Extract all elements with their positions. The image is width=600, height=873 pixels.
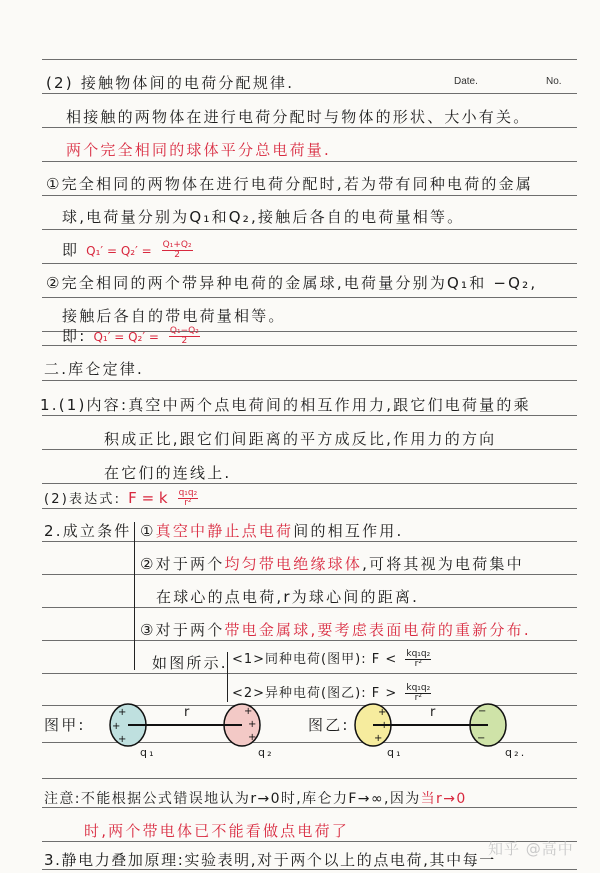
svg-text:+: + [248,719,257,730]
ruled-line [42,541,577,542]
text-line: 在它们的连线上. [104,464,232,482]
ruled-line [42,449,577,450]
fraction [162,241,193,260]
ruled-line [42,640,577,641]
text-line [140,555,524,573]
ruled-line [42,607,577,608]
svg-text:+: + [380,720,389,731]
text-line: ②完全相同的两个带异种电荷的金属球,电荷量分别为Q₁和 −Q₂, [46,274,538,292]
formula-prefix: 即: [62,327,87,345]
spheres-diagram [0,700,600,780]
formula-prefix: 即 [62,241,80,259]
ruled-line [42,59,577,60]
text-line: 接触后各自的带电荷量相等。 [62,307,286,325]
case-line [232,650,431,669]
watermark: 知乎 @高中 [488,840,574,858]
highlight-text: 带电金属球,要考虑表面电荷的重新分布. [224,621,531,639]
svg-text:+: + [378,707,387,718]
denominator: 2 [174,250,180,260]
ruled-line [42,93,577,94]
note-text: 注意:不能根据公式错误地认为r→0时,库仑力F→∞,因为 [44,791,421,807]
numerator: q₁q₂ [178,488,198,498]
formula: F = k [128,489,168,507]
numerator: kq₁q₂ [406,683,431,693]
distance-label: r [184,705,192,720]
note-line [44,790,467,808]
ruled-line [42,229,577,230]
svg-text:+: + [244,706,253,717]
text: ,可将其视为电荷集中 [362,555,524,573]
highlight-text: 均匀带电绝缘球体 [224,555,363,573]
section-title: (2) 接触物体间的电荷分配规律. [46,74,295,92]
denominator: r² [414,659,422,669]
q2-label: q₂ [258,746,274,759]
item-number: ① [140,522,156,540]
section-heading: 二.库仑定律. [44,360,144,378]
case-text: <2>异种电荷(图乙): F > [232,686,398,701]
svg-text:−: − [477,733,486,744]
svg-text:−: − [475,720,484,731]
ruled-line [42,869,577,870]
numerator: Q₁+Q₂ [162,240,192,250]
formula-prefix: (2)表达式: [44,492,122,507]
text-line [140,621,531,639]
highlight-line: 两个完全相同的球体平分总电荷量. [66,141,331,159]
text-line: 3.静电力叠加原理:实验表明,对于两个以上的点电荷,其中每一 [44,851,496,869]
formula-line [44,489,198,509]
ruled-line [42,161,577,162]
ruled-line [42,380,577,381]
ruled-line [42,263,577,264]
svg-text:−: − [478,706,487,717]
bracket-line [134,522,135,670]
highlight-text: 真空中静止点电荷 [155,522,294,540]
text: ③对于两个 [140,621,225,639]
no-label: No. [546,76,562,87]
text-line: 1.(1)内容:真空中两个点电荷间的相互作用力,跟它们电荷量的乘 [40,396,531,414]
ruled-line [42,483,577,484]
denominator: r² [184,498,192,508]
numerator: Q₁−Q₂ [169,326,199,336]
denominator: 2 [181,336,188,346]
numerator: kq₁q₂ [406,649,431,659]
formula-line [62,241,193,260]
ruled-line [42,127,577,128]
text-line: ①完全相同的两物体在进行电荷分配时,若为带有同种电荷的金属 [46,175,534,193]
conditions-label: 2.成立条件 [44,522,132,540]
svg-text:+: + [248,732,257,743]
svg-text:+: + [112,721,121,732]
text-line: 相接触的两物体在进行电荷分配时与物体的形状、大小有关。 [66,108,531,126]
fig-b-label: 图乙: [308,716,350,734]
text-line: 在球心的点电荷,r为球心间的距离. [156,588,420,606]
text-line [140,522,403,540]
formula-line [62,327,200,346]
text: 间的相互作用. [293,522,404,540]
text: ②对于两个 [140,555,225,573]
text-line: 积成正比,跟它们间距离的平方成反比,作用力的方向 [104,430,497,448]
text-line: 如图所示. [152,654,228,672]
ruled-line [42,574,577,575]
fraction [405,650,431,669]
fraction [169,327,200,346]
svg-text:+: + [118,707,127,718]
fraction [178,489,199,508]
case-text: <1>同种电荷(图甲): F < [232,652,398,667]
coulomb-figure [0,700,600,780]
text-line: 球,电荷量分别为Q₁和Q₂,接触后各自的电荷量相等。 [62,208,465,226]
q2-label: q₂. [505,746,527,759]
q1-label: q₁ [387,746,403,759]
svg-text:+: + [374,733,383,744]
formula: Q₁′ = Q₂′ = [93,330,159,344]
denominator: r² [414,693,422,703]
ruled-line [42,297,577,298]
highlight-line: 时,两个带电体已不能看做点电荷了 [84,822,349,840]
date-label: Date. [454,76,478,87]
distance-label: r [430,705,438,720]
ruled-line [42,195,577,196]
q1-label: q₁ [140,746,156,759]
ruled-line [42,415,577,416]
bracket-line [227,652,228,702]
ruled-line [42,673,577,674]
highlight-text: 当r→0 [420,791,467,807]
formula: Q₁′ = Q₂′ = [86,244,152,258]
svg-text:+: + [118,734,127,745]
fig-a-label: 图甲: [44,716,86,734]
